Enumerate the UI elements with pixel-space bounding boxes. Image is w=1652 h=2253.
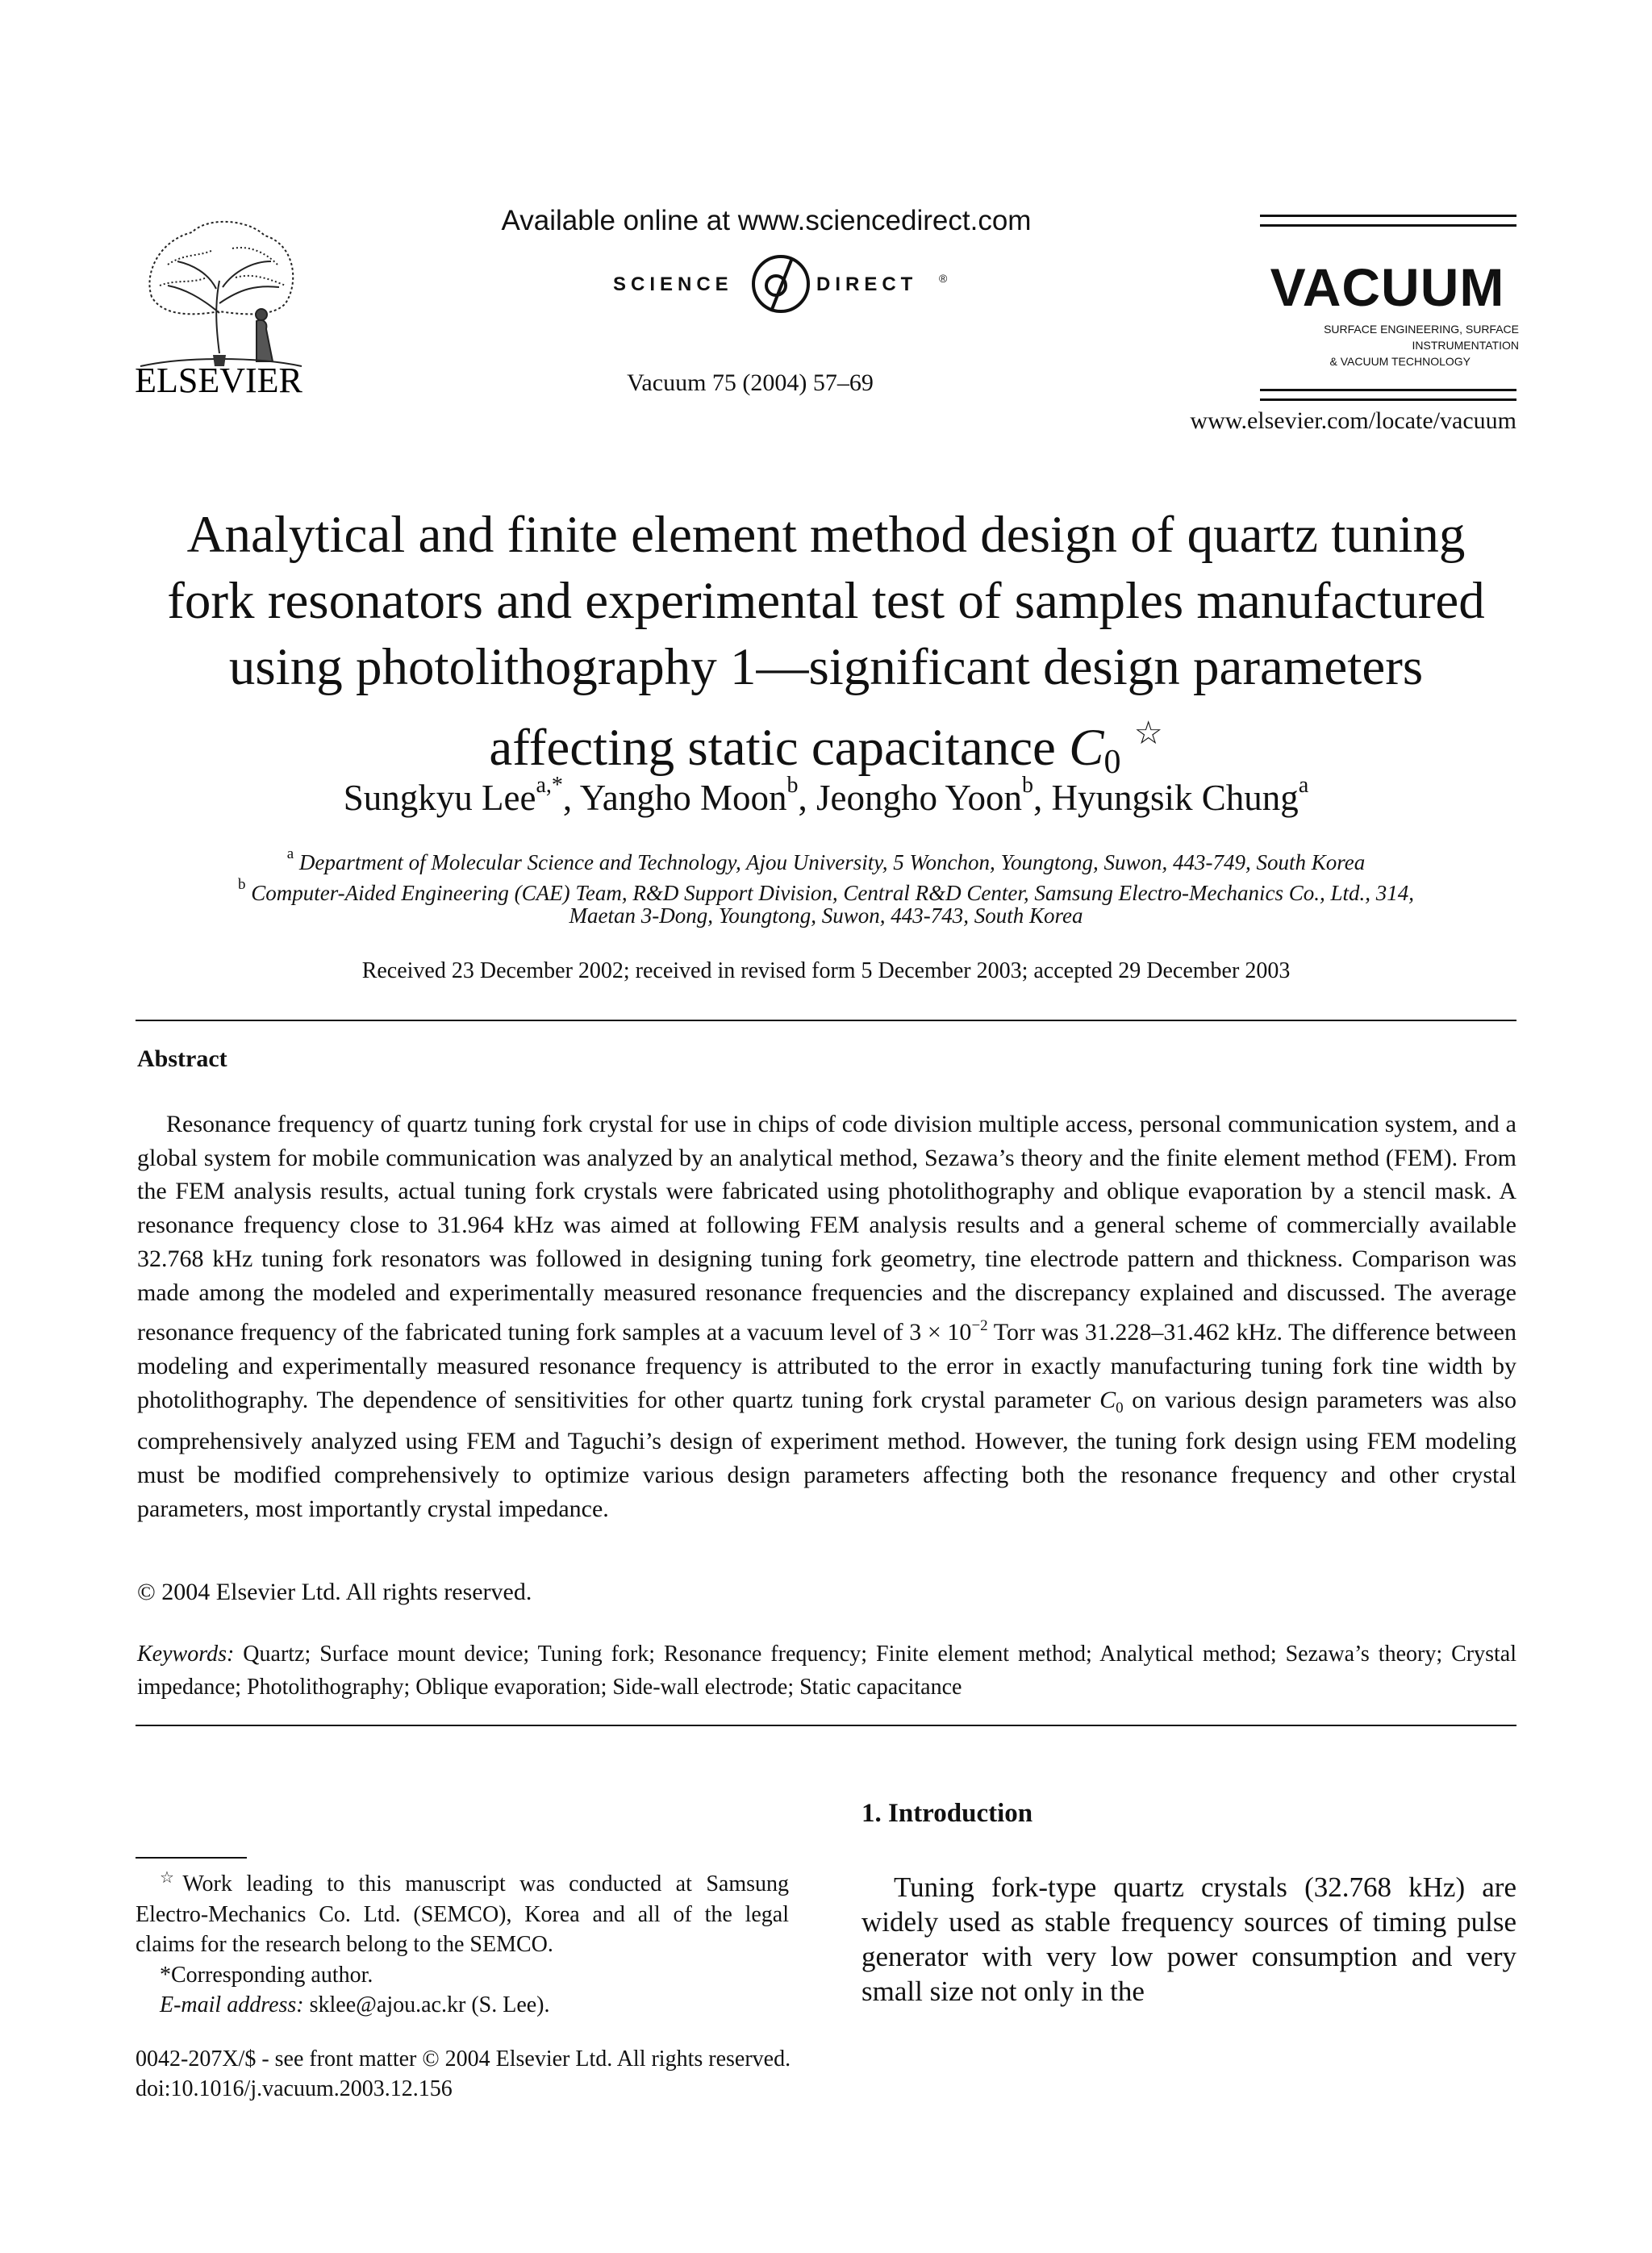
title-line-4-text: affecting static capacitance — [489, 719, 1070, 777]
rule-above-abstract — [136, 1020, 1516, 1021]
journal-subtitle — [1254, 321, 1519, 369]
author-affiliation-mark[interactable]: a,* — [536, 773, 563, 798]
author-name: Hyungsik Chung — [1051, 778, 1299, 818]
keywords-text: Quartz; Surface mount device; Tuning fork; Resonance frequency; Finite element method; Analytical method; Sezawa’s theory; Crystal impedance; Photolithography; Oblique evaporation; Side-wall electrode; Static capacitance — [137, 1642, 1516, 1700]
sd-registered-mark: ® — [939, 272, 948, 285]
publisher-name: ELSEVIER — [135, 361, 302, 400]
affiliation-a-text: Department of Molecular Science and Technology, Ajou University, 5 Wonchon, Youngtong, Suwon, 443-749, South Korea — [298, 850, 1366, 874]
journal-rule-top-2 — [1260, 224, 1516, 227]
keywords — [137, 1638, 1516, 1704]
affiliation-b-continued: Maetan 3-Dong, Youngtong, Suwon, 443-743, South Korea — [569, 903, 1083, 928]
abstract-text — [137, 1108, 1516, 1525]
author-affiliation-mark[interactable]: b — [1022, 773, 1034, 798]
author-name: Jeongho Yoon — [816, 778, 1023, 818]
abstract-variable-subscript: 0 — [1116, 1399, 1124, 1416]
title-variable: C — [1069, 719, 1104, 777]
sd-science-text: SCIENCE — [613, 273, 733, 295]
abstract-part-3: on various design parameters was also comprehensively analyzed using FEM and Taguchi’s design of experiment method. However, the tuning fork design using FEM modeling must be modified comprehensively to optimize various design parameters affecting both the resonance frequency and other crystal parameters, most importantly crystal impedance. — [137, 1386, 1516, 1522]
abstract-variable: C — [1099, 1386, 1116, 1413]
footnote-rule — [136, 1857, 247, 1859]
author-separator: , — [562, 778, 580, 818]
email-label: E-mail address: — [160, 1992, 304, 2017]
affiliation-b-text-line1: Computer-Aided Engineering (CAE) Team, R&D Support Division, Central R&D Center, Samsung Electro-Mechanics Co., Ltd., 314, — [251, 881, 1415, 905]
available-online-link[interactable]: Available online at www.sciencedirect.com — [501, 205, 1032, 236]
footnote-email — [136, 1990, 789, 2021]
issn-line: 0042-207X/$ - see front matter © 2004 Elsevier Ltd. All rights reserved. — [136, 2046, 791, 2072]
affiliation-b-label: b — [237, 876, 246, 893]
footnote-corresponding: *Corresponding author. — [160, 1962, 373, 1988]
author-separator: , — [798, 778, 816, 818]
rule-below-keywords — [136, 1725, 1516, 1726]
title-variable-subscript: 0 — [1103, 744, 1121, 781]
journal-subtitle-line1: SURFACE ENGINEERING, SURFACE INSTRUMENTATION — [1324, 323, 1519, 352]
footnote-work — [136, 1863, 789, 1960]
title-footnote-star-link[interactable]: ☆ — [1133, 715, 1163, 751]
author-affiliation-mark[interactable]: a — [1298, 773, 1309, 798]
keywords-label: Keywords: — [137, 1642, 235, 1667]
author-name: Yangho Moon — [579, 778, 787, 818]
abstract-copyright: © 2004 Elsevier Ltd. All rights reserved. — [137, 1579, 532, 1605]
received-dates: Received 23 December 2002; received in revised form 5 December 2003; accepted 29 December 2003 — [361, 958, 1291, 983]
journal-title: VACUUM — [1270, 257, 1505, 317]
journal-subtitle-line2: & VACUUM TECHNOLOGY — [1329, 355, 1471, 368]
affiliation-a-label: a — [286, 845, 294, 862]
abstract-part-1: Resonance frequency of quartz tuning fork crystal for use in chips of code division multiple access, personal communication system, and a global system for mobile communication was analyzed by an analytical method, Sezawa’s theory and the finite element method (FEM). From the FEM analysis results, actual tuning fork crystals were fabricated using photolithography and oblique evaporation by a stencil mask. A resonance frequency close to 31.964 kHz was aimed at following FEM analysis results and a general scheme of commercially available 32.768 kHz tuning fork resonators was followed in designing tuning fork geometry, tine electrode pattern and thickness. Comparison was made among the modeled and experimentally measured resonance frequencies and the discrepancy explained and discussed. The average resonance frequency of the fabricated tuning fork samples at a vacuum level of 3 × 10 — [137, 1111, 1516, 1346]
author-list — [121, 773, 1531, 819]
sciencedirect-logo — [613, 242, 952, 323]
journal-rule-top-1 — [1260, 215, 1516, 217]
journal-url-link[interactable]: www.elsevier.com/locate/vacuum — [1190, 407, 1516, 434]
author-affiliation-mark[interactable]: b — [786, 773, 799, 798]
title-line-3: using photolithography 1—significant design parameters — [228, 638, 1424, 696]
sd-direct-text: DIRECT — [816, 273, 918, 295]
sd-at-mark — [753, 257, 808, 311]
doi-link[interactable]: doi:10.1016/j.vacuum.2003.12.156 — [136, 2076, 453, 2101]
footnote-work-text: Work leading to this manuscript was conducted at Samsung Electro-Mechanics Co. Ltd. (SEMCO), Korea and all of the legal claims for the research belong to the SEMCO. — [136, 1871, 789, 1957]
footnotes — [136, 1863, 789, 2021]
abstract-exponent: −2 — [971, 1317, 988, 1335]
introduction-text: Tuning fork-type quartz crystals (32.768 kHz) are widely used as stable frequency sources of timing pulse generator with very low power consumption and very small size not only in the — [861, 1871, 1516, 2007]
title-line-1: Analytical and finite element method design of quartz tuning — [186, 506, 1466, 564]
journal-reference: Vacuum 75 (2004) 57–69 — [627, 369, 874, 396]
author-name: Sungkyu Lee — [343, 778, 536, 818]
journal-rule-bottom-1 — [1260, 389, 1516, 391]
title-line-2: fork resonators and experimental test of samples manufactured — [167, 572, 1485, 630]
email-link[interactable]: sklee@ajou.ac.kr (S. Lee). — [303, 1992, 550, 2017]
author-separator: , — [1033, 778, 1052, 818]
journal-rule-bottom-2 — [1260, 398, 1516, 401]
front-matter — [136, 2044, 910, 2104]
section-heading-introduction: 1. Introduction — [861, 1799, 1033, 1828]
footnote-star: ☆ — [160, 1869, 183, 1887]
abstract-part-2: Torr was 31.228–31.462 kHz. The difference between modeling and experimentally measured resonance frequency is attributed to the error in exactly manufacturing tuning fork tine width by photolithography. The dependence of sensitivities for other quartz tuning fork crystal parameter — [137, 1319, 1517, 1413]
abstract-heading: Abstract — [137, 1045, 227, 1072]
paper-title — [121, 502, 1531, 795]
